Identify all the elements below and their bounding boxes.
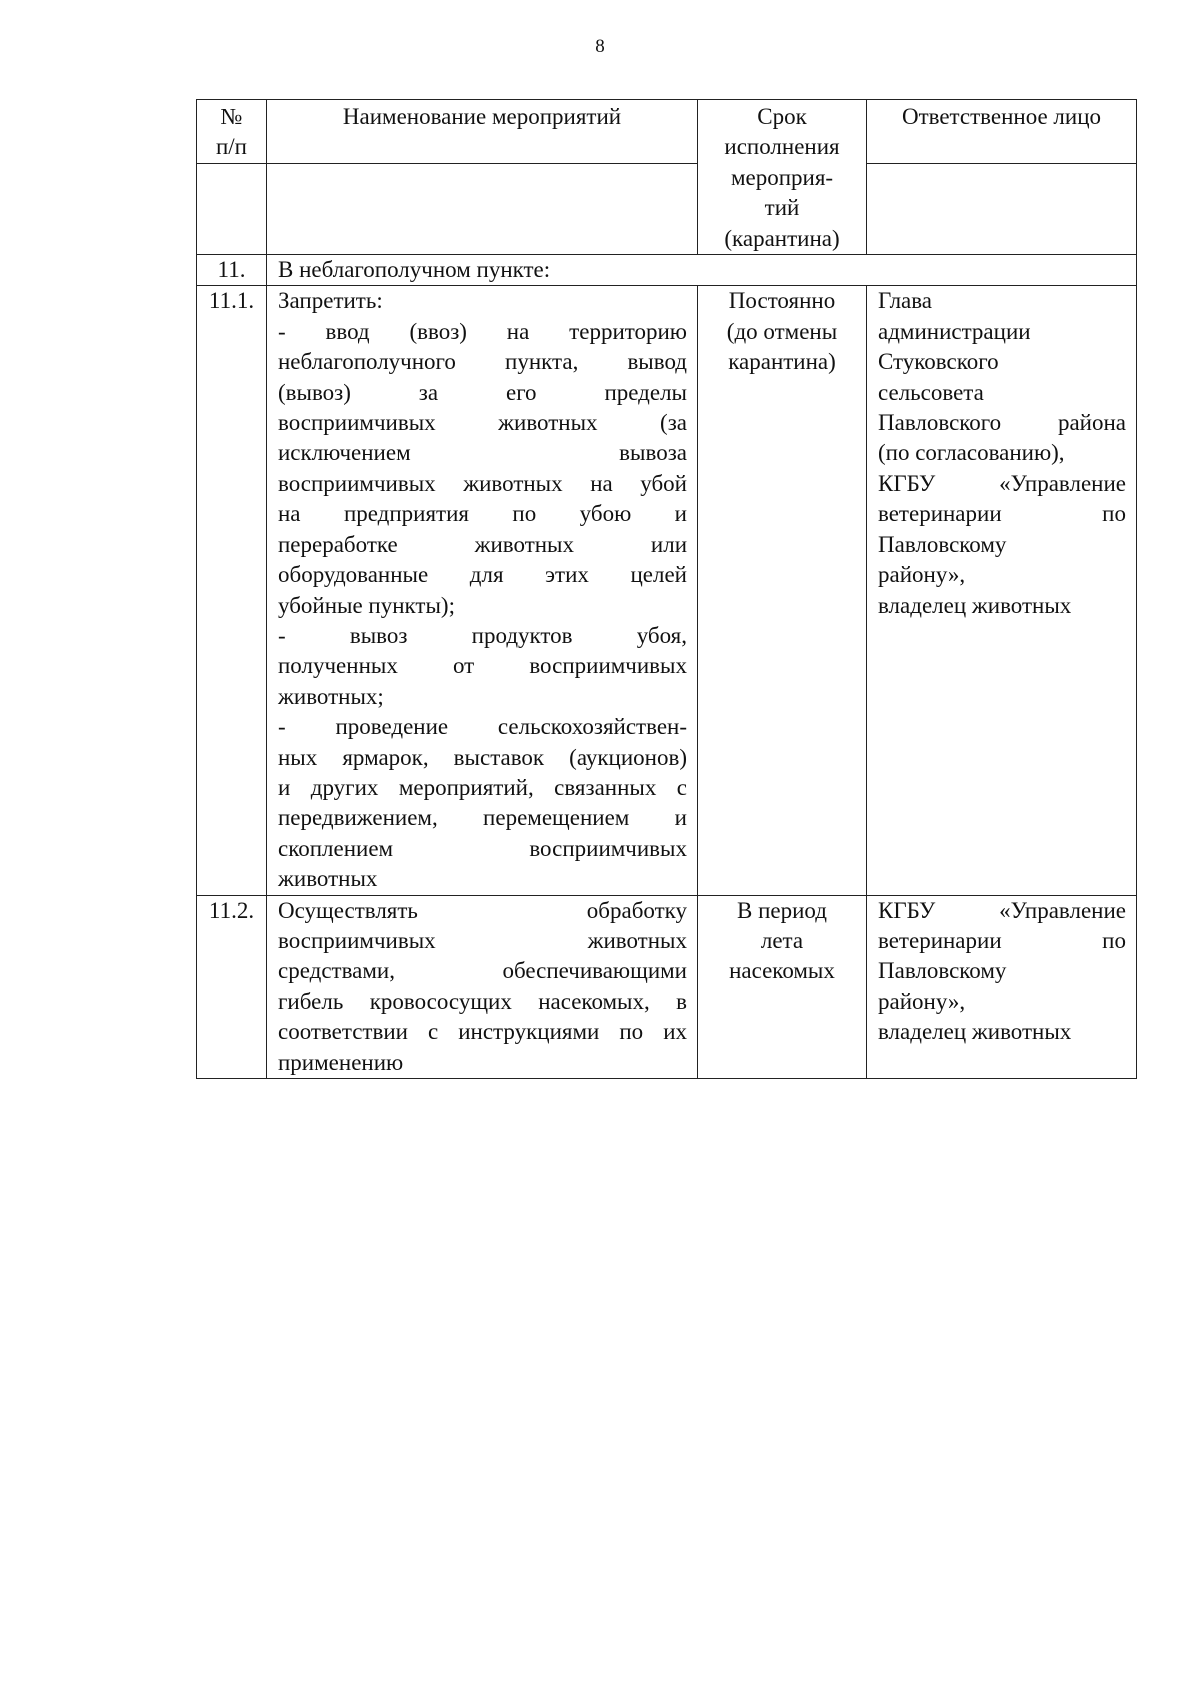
measure-line: передвижением, перемещением и	[278, 805, 687, 831]
responsible-line: району»,	[878, 988, 966, 1014]
table-header-spacer-row	[197, 164, 1137, 255]
header-num-sign: №	[220, 104, 243, 129]
term-line: лета	[760, 927, 804, 953]
responsible-line: сельсовета	[878, 379, 984, 405]
measure-line: и других мероприятий, связанных с	[278, 774, 687, 800]
header-responsible-label: Ответственное лицо	[901, 104, 1102, 129]
measure-line: полученных от восприимчивых	[278, 653, 687, 679]
measure-line: средствами, обеспечивающими	[278, 958, 687, 984]
header-term-line-5: (карантина)	[724, 225, 840, 251]
measure-line: - ввод (ввоз) на территорию	[278, 318, 687, 344]
responsible-line: владелец животных	[878, 1019, 1072, 1045]
responsible-line: Павловскому	[878, 958, 1007, 984]
header-term-line-2: исполнения	[724, 134, 840, 160]
row-measure	[267, 286, 698, 895]
responsible-line: ветеринарии по	[878, 927, 1126, 953]
measure-line: - вывоз продуктов убоя,	[278, 622, 687, 648]
header-spacer-name	[267, 164, 698, 255]
measure-line: оборудованные для этих целей	[278, 562, 687, 588]
page-number: 8	[595, 36, 605, 57]
measure-line: убойные пункты);	[278, 592, 455, 618]
responsible-line: администрации	[878, 318, 1031, 344]
header-spacer-num	[197, 164, 267, 255]
row-measure	[267, 895, 698, 1078]
header-term	[698, 100, 867, 255]
measure-line: переработке животных или	[278, 531, 687, 557]
responsible-line: Стуковского	[878, 349, 999, 375]
row-responsible	[867, 895, 1137, 1078]
measure-line: восприимчивых животных	[278, 927, 687, 953]
header-spacer-responsible	[867, 164, 1137, 255]
section-row	[197, 255, 1137, 286]
row-responsible	[867, 286, 1137, 895]
row-term	[698, 895, 867, 1078]
term-line: (до отмены	[726, 318, 838, 344]
responsible-line: ветеринарии по	[878, 501, 1126, 527]
measure-line: соответствии с инструкциями по их	[278, 1019, 687, 1045]
term-line: насекомых	[729, 958, 835, 984]
responsible-line: Павловскому	[878, 531, 1007, 557]
measure-line: Запретить:	[278, 288, 383, 314]
header-responsible	[867, 100, 1137, 164]
term-line: Постоянно	[728, 288, 836, 314]
measure-line: - проведение сельскохозяйствен-	[278, 714, 687, 740]
header-term-line-1: Срок	[757, 104, 807, 129]
measures-table	[196, 99, 1137, 1079]
header-num-pp: п/п	[215, 134, 247, 160]
responsible-line: Глава	[878, 288, 933, 314]
table-header-row	[197, 100, 1137, 164]
header-term-line-4: тий	[764, 195, 800, 221]
measure-line: исключением вывоза	[278, 440, 687, 466]
table-row	[197, 286, 1137, 895]
measure-line: восприимчивых животных (за	[278, 410, 687, 436]
responsible-line: КГБУ «Управление	[878, 897, 1126, 923]
measure-line: восприимчивых животных на убой	[278, 470, 687, 496]
term-line: В период	[737, 897, 827, 923]
measure-line: ных ярмарок, выставок (аукционов)	[278, 744, 687, 770]
measure-line: животных	[278, 866, 378, 892]
measure-line: Осуществлять обработку	[278, 897, 687, 923]
table-row	[197, 895, 1137, 1078]
measure-line: (вывоз) за его пределы	[278, 379, 687, 405]
measure-line: скоплением восприимчивых	[278, 835, 687, 861]
measure-line: гибель кровососущих насекомых, в	[278, 988, 687, 1014]
row-num: 11.2.	[197, 895, 267, 1078]
header-term-line-3: мероприя-	[730, 164, 834, 190]
measure-line: на предприятия по убою и	[278, 501, 687, 527]
measure-line: применению	[278, 1049, 404, 1075]
responsible-line: владелец животных	[878, 592, 1072, 618]
measure-line: неблагополучного пункта, вывод	[278, 349, 687, 375]
responsible-line: (по согласованию),	[878, 440, 1065, 466]
measure-line: животных;	[278, 683, 384, 709]
row-term	[698, 286, 867, 895]
section-num: 11.	[197, 255, 267, 286]
section-title: В неблагополучном пункте:	[267, 255, 1137, 286]
responsible-line: КГБУ «Управление	[878, 470, 1126, 496]
responsible-line: району»,	[878, 562, 966, 588]
header-name-label: Наименование мероприятий	[342, 104, 622, 129]
header-name	[267, 100, 698, 164]
term-line: карантина)	[728, 349, 836, 375]
responsible-line: Павловского района	[878, 410, 1126, 436]
header-num	[197, 100, 267, 164]
row-num: 11.1.	[197, 286, 267, 895]
